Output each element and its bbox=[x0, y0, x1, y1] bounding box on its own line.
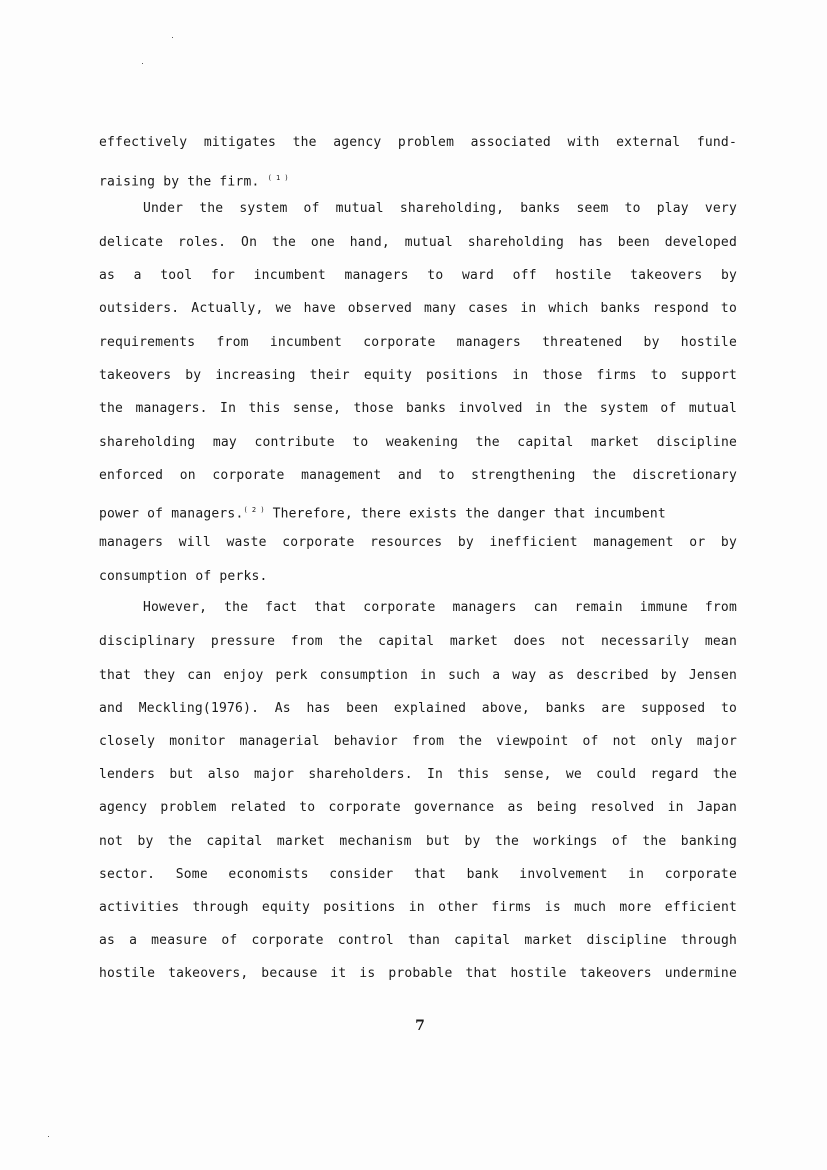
text-line-15 bbox=[143, 598, 737, 618]
footnote-marker: ( 2 ) bbox=[243, 506, 265, 514]
footnote-marker: ( 1 ) bbox=[267, 174, 289, 182]
line-text: raising by the firm. bbox=[99, 174, 260, 190]
text-line-4 bbox=[99, 233, 737, 253]
scan-speck bbox=[48, 1136, 49, 1137]
line-text: not by the capital market mechanism but by the workings of the banking bbox=[99, 834, 737, 849]
line-text: as a tool for incumbent managers to ward off hostile takeovers by bbox=[99, 268, 737, 283]
text-line-14 bbox=[99, 567, 737, 587]
line-text: Under the system of mutual shareholding, banks seem to play very bbox=[143, 201, 737, 216]
line-text: effectively mitigates the agency problem associated with external fund- bbox=[99, 135, 737, 150]
text-line-23 bbox=[99, 865, 737, 885]
text-line-22 bbox=[99, 832, 737, 852]
text-line-19 bbox=[99, 732, 737, 752]
text-line-21 bbox=[99, 798, 737, 818]
page-number: 7 bbox=[415, 1018, 425, 1034]
line-text: shareholding may contribute to weakening the capital market discipline bbox=[99, 435, 737, 450]
line-text: managers will waste corporate resources by inefficient management or by bbox=[99, 535, 737, 550]
line-text: as a measure of corporate control than capital market discipline through bbox=[99, 933, 737, 948]
text-line-12 bbox=[99, 500, 737, 520]
text-line-9 bbox=[99, 399, 737, 419]
text-line-11 bbox=[99, 466, 737, 486]
text-line-13 bbox=[99, 533, 737, 553]
line-text: lenders but also major shareholders. In this sense, we could regard the bbox=[99, 767, 737, 782]
text-line-18 bbox=[99, 699, 737, 719]
line-text: requirements from incumbent corporate managers threatened by hostile bbox=[99, 335, 737, 350]
line-text: closely monitor managerial behavior from the viewpoint of not only major bbox=[99, 734, 737, 749]
line-text: hostile takeovers, because it is probable that hostile takeovers undermine bbox=[99, 966, 737, 981]
line-text: However, the fact that corporate managers can remain immune from bbox=[143, 600, 737, 615]
text-line-7 bbox=[99, 333, 737, 353]
line-text: that they can enjoy perk consumption in such a way as described by Jensen bbox=[99, 668, 737, 683]
line-text: the managers. In this sense, those banks involved in the system of mutual bbox=[99, 401, 737, 416]
text-line-5 bbox=[99, 266, 737, 286]
text-line-8 bbox=[99, 366, 737, 386]
line-text: outsiders. Actually, we have observed many cases in which banks respond to bbox=[99, 301, 737, 316]
text-line-16 bbox=[99, 632, 737, 652]
line-text: Therefore, there exists the danger that incumbent bbox=[272, 506, 666, 522]
line-text: sector. Some economists consider that bank involvement in corporate bbox=[99, 867, 737, 882]
text-line-17 bbox=[99, 666, 737, 686]
text-line-25 bbox=[99, 931, 737, 951]
text-line-10 bbox=[99, 433, 737, 453]
text-line-20 bbox=[99, 765, 737, 785]
text-line-6 bbox=[99, 299, 737, 319]
text-line-24 bbox=[99, 898, 737, 918]
line-text: consumption of perks. bbox=[99, 569, 268, 584]
text-line-1 bbox=[99, 133, 737, 153]
text-line-3 bbox=[143, 199, 737, 219]
line-text: activities through equity positions in other firms is much more efficient bbox=[99, 900, 737, 915]
line-text: and Meckling(1976). As has been explained above, banks are supposed to bbox=[99, 701, 737, 716]
line-text: disciplinary pressure from the capital market does not necessarily mean bbox=[99, 634, 737, 649]
text-line-26 bbox=[99, 964, 737, 984]
scan-speck bbox=[142, 63, 143, 64]
line-text: delicate roles. On the one hand, mutual shareholding has been developed bbox=[99, 235, 737, 250]
line-text: takeovers by increasing their equity positions in those firms to support bbox=[99, 368, 737, 383]
scan-speck bbox=[172, 37, 173, 38]
line-text: agency problem related to corporate governance as being resolved in Japan bbox=[99, 800, 737, 815]
text-line-2 bbox=[99, 168, 737, 188]
line-text: power of managers. bbox=[99, 506, 244, 522]
line-text: enforced on corporate management and to strengthening the discretionary bbox=[99, 468, 737, 483]
